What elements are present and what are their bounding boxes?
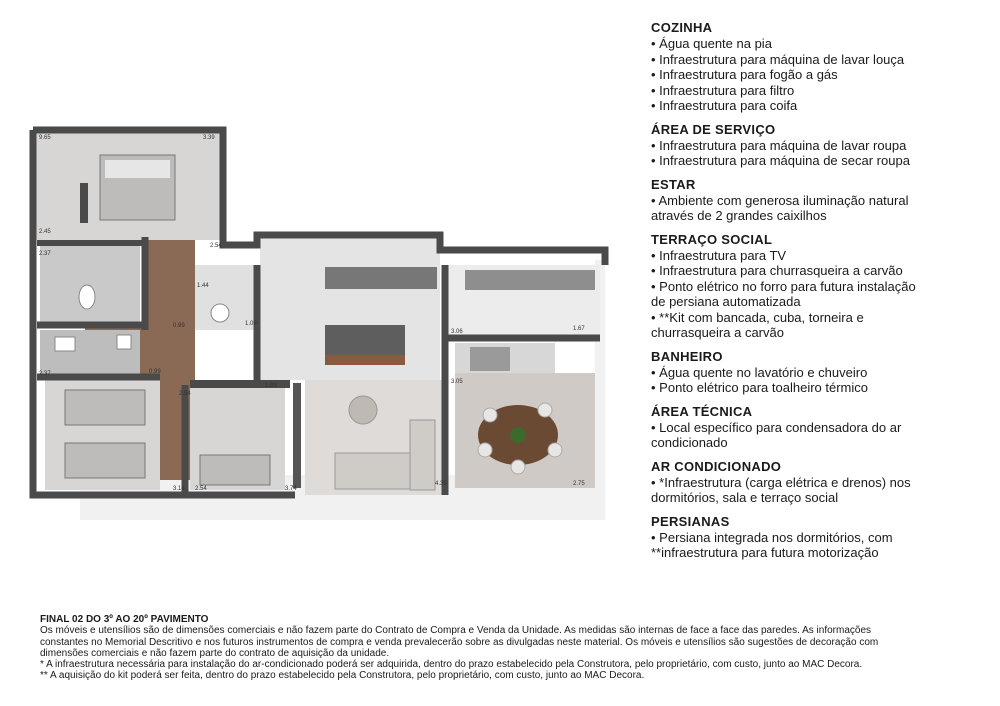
spec-item: **infraestrutura para futura motorização bbox=[651, 545, 879, 560]
dim-label: 2.54 bbox=[210, 243, 222, 249]
section-area-de-servico bbox=[651, 122, 991, 169]
section-title: PERSIANAS bbox=[651, 513, 730, 529]
dim-label: 2.37 bbox=[39, 371, 51, 377]
dim-label: 3.05 bbox=[451, 379, 463, 385]
section-title: ÁREA DE SERVIÇO bbox=[651, 121, 776, 137]
section-title: ÁREA TÉCNICA bbox=[651, 403, 753, 419]
spec-item: • Infraestrutura para fogão a gás bbox=[651, 67, 838, 82]
dim-label: 2.54 bbox=[179, 391, 191, 397]
section-title: ESTAR bbox=[651, 176, 696, 192]
specifications-list bbox=[651, 20, 991, 569]
spec-item: • Água quente na pia bbox=[651, 36, 772, 51]
footnote-line: * A infraestrutura necessária para instalação do ar-condicionado poderá ser adquirida, dentro do prazo estabelecido pela Construtora, pelo proprietário, com custo, junto ao MAC Decora. bbox=[40, 659, 863, 671]
section-title: COZINHA bbox=[651, 20, 713, 35]
dim-label: 3.39 bbox=[203, 135, 215, 141]
section-terraco-social bbox=[651, 232, 991, 341]
dim-label: 0.99 bbox=[173, 323, 185, 329]
section-cozinha bbox=[651, 20, 991, 114]
dim-label: 3.14 bbox=[173, 486, 185, 492]
spec-item: • *Infraestrutura (carga elétrica e drenos) nos bbox=[651, 474, 911, 490]
spec-item: através de 2 grandes caixilhos bbox=[651, 208, 827, 223]
dim-label: 2.54 bbox=[195, 486, 207, 492]
floor-plan bbox=[25, 125, 615, 525]
dim-label: 3.74 bbox=[285, 486, 297, 492]
dim-label: 3.06 bbox=[451, 329, 463, 335]
spec-item: • Infraestrutura para máquina de lavar roupa bbox=[651, 137, 907, 153]
kitchen-island bbox=[325, 325, 405, 355]
dim-label: 1.09 bbox=[245, 321, 257, 327]
spec-item: • Persiana integrada nos dormitórios, com bbox=[651, 529, 893, 545]
footnote-line: constantes no Memorial Descritivo e nos futuros instrumentos de compra e venda prevalecerão sobre as divulgadas neste material. Os móveis e utensílios são sugestões de decoração com bbox=[40, 636, 879, 648]
spec-item: • Ponto elétrico para toalheiro térmico bbox=[651, 380, 868, 395]
spec-item: condicionado bbox=[651, 435, 728, 450]
dim-label: 4.39 bbox=[435, 481, 447, 487]
spec-item: churrasqueira a carvão bbox=[651, 325, 784, 340]
spec-item: dormitórios, sala e terraço social bbox=[651, 490, 839, 505]
dim-label: 2.37 bbox=[39, 251, 51, 257]
spec-item: • Ponto elétrico no forro para futura instalação bbox=[651, 278, 916, 294]
spec-item: • Local específico para condensadora do ar bbox=[651, 419, 902, 435]
section-ar-condicionado bbox=[651, 459, 991, 506]
footnote-line: dimensões comerciais e não fazem parte do contrato de aquisição da unidade. bbox=[40, 647, 390, 659]
footnote-title: FINAL 02 DO 3º AO 20º PAVIMENTO bbox=[40, 614, 209, 625]
section-title: AR CONDICIONADO bbox=[651, 458, 782, 474]
section-area-tecnica bbox=[651, 404, 991, 451]
dim-label: 2.45 bbox=[39, 229, 51, 235]
dim-label: 2.75 bbox=[573, 481, 585, 487]
kitchen-counter bbox=[325, 267, 437, 289]
spec-item: • Infraestrutura para filtro bbox=[651, 82, 795, 98]
section-estar bbox=[651, 177, 991, 224]
section-persianas bbox=[651, 514, 991, 561]
section-title: TERRAÇO SOCIAL bbox=[651, 231, 773, 247]
footnote-line: Os móveis e utensílios são de dimensões comerciais e não fazem parte do Contrato de Compra e Venda da Unidade. As medidas são internas de face a face das paredes. As informações bbox=[40, 625, 872, 637]
spec-item: • **Kit com bancada, cuba, torneira e bbox=[651, 309, 864, 325]
spec-item: • Infraestrutura para coifa bbox=[651, 98, 798, 113]
spec-item: • Infraestrutura para máquina de lavar louça bbox=[651, 51, 905, 67]
section-title: BANHEIRO bbox=[651, 348, 723, 364]
dim-label: 9.65 bbox=[39, 135, 51, 141]
dim-label: 1.67 bbox=[573, 326, 585, 332]
footnotes bbox=[40, 614, 980, 682]
section-banheiro bbox=[651, 349, 991, 396]
dim-label: 1.44 bbox=[197, 283, 209, 289]
spec-item: • Infraestrutura para máquina de secar roupa bbox=[651, 153, 910, 168]
dim-label: 0.99 bbox=[149, 369, 161, 375]
spec-item: • Ambiente com generosa iluminação natural bbox=[651, 192, 909, 208]
spec-item: de persiana automatizada bbox=[651, 294, 801, 309]
dim-label: 1.99 bbox=[265, 383, 277, 389]
spec-item: • Infraestrutura para TV bbox=[651, 247, 787, 263]
bathroom-1 bbox=[40, 245, 140, 325]
spec-item: • Infraestrutura para churrasqueira a carvão bbox=[651, 263, 903, 278]
spec-item: • Água quente no lavatório e chuveiro bbox=[651, 364, 868, 380]
footnote-line: ** A aquisição do kit poderá ser feita, dentro do prazo estabelecido pela Construtora, pelo proprietário, com custo, junto ao MAC Decora. bbox=[40, 670, 645, 682]
